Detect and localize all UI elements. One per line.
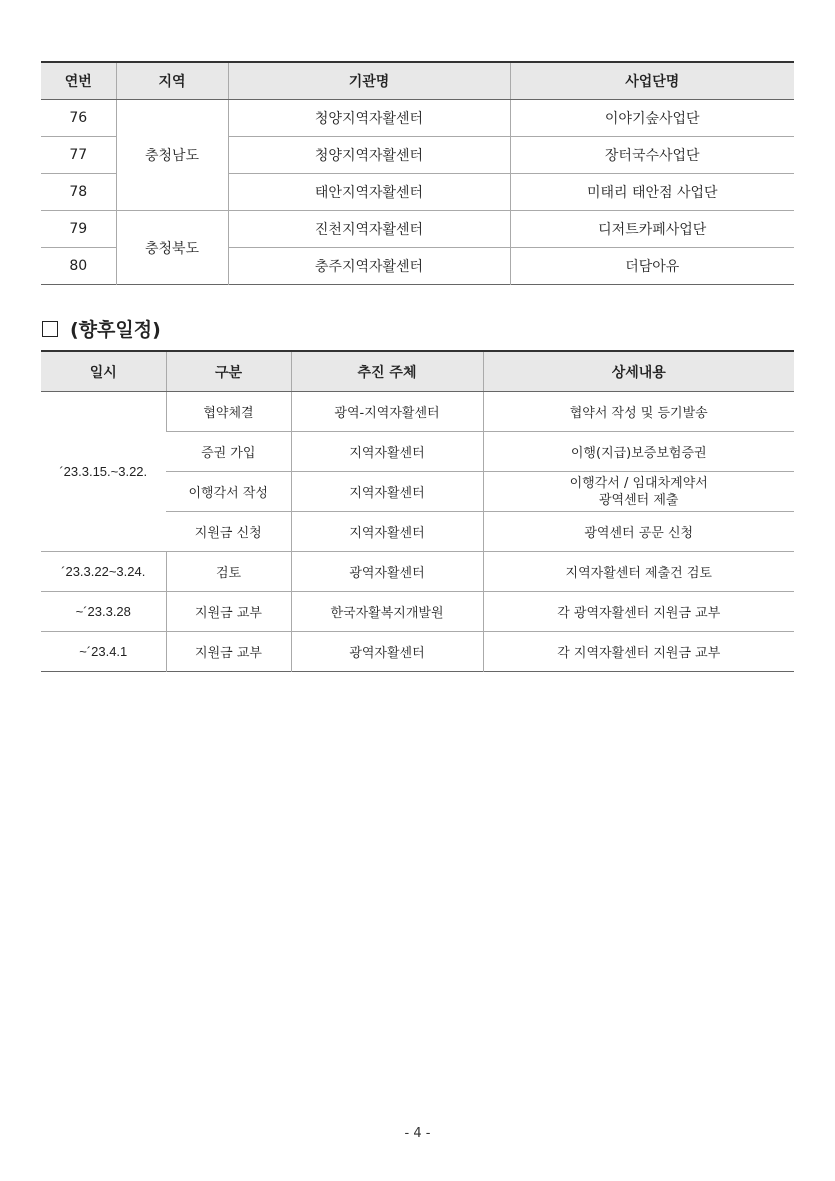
cell-detail: 이행(지급)보증보험증권 [483,432,794,472]
cell-org: 태안지역자활센터 [228,174,510,211]
col-header-no: 연번 [41,62,116,100]
col-header-agent: 추진 주체 [291,351,483,392]
cell-agent: 광역-지역자활센터 [291,392,483,432]
table-row [41,552,794,592]
cell-detail: 각 지역자활센터 지원금 교부 [483,632,794,672]
cell-no: 80 [41,248,116,285]
cell-date: ~´23.4.1 [41,632,166,672]
col-header-project: 사업단명 [510,62,794,100]
cell-agent: 광역자활센터 [291,632,483,672]
cell-org: 청양지역자활센터 [228,100,510,137]
cell-type: 검토 [166,552,291,592]
col-header-detail: 상세내용 [483,351,794,392]
cell-project: 미태리 태안점 사업단 [510,174,794,211]
schedule-table [41,350,794,672]
cell-detail-line: 이행각서 / 임대차계약서 [569,475,708,491]
cell-detail-line: 광역센터 제출 [599,492,679,508]
section-heading [42,315,161,342]
cell-agent: 광역자활센터 [291,552,483,592]
cell-agent: 지역자활센터 [291,432,483,472]
cell-project: 이야기숲사업단 [510,100,794,137]
cell-detail: 광역센터 공문 신청 [483,512,794,552]
table-header-row [41,351,794,392]
cell-agent: 지역자활센터 [291,472,483,512]
table-header-row [41,62,794,100]
cell-no: 78 [41,174,116,211]
col-header-type: 구분 [166,351,291,392]
cell-type: 지원금 교부 [166,592,291,632]
cell-project: 디저트카페사업단 [510,211,794,248]
cell-detail: 지역자활센터 제출건 검토 [483,552,794,592]
table-row [41,211,794,248]
cell-detail [483,472,794,512]
institution-table [41,61,794,285]
cell-no: 79 [41,211,116,248]
cell-type: 협약체결 [166,392,291,432]
table-row [41,100,794,137]
cell-type: 이행각서 작성 [166,472,291,512]
cell-date: ~´23.3.28 [41,592,166,632]
cell-date: ´23.3.15.~3.22. [41,392,166,552]
checkbox-icon [42,321,58,337]
cell-type: 증권 가입 [166,432,291,472]
cell-no: 77 [41,137,116,174]
cell-agent: 한국자활복지개발원 [291,592,483,632]
cell-date: ´23.3.22~3.24. [41,552,166,592]
cell-org: 청양지역자활센터 [228,137,510,174]
page-number: - 4 - [404,1126,431,1141]
col-header-region: 지역 [116,62,228,100]
cell-no: 76 [41,100,116,137]
cell-type: 지원금 신청 [166,512,291,552]
cell-detail: 각 광역자활센터 지원금 교부 [483,592,794,632]
table-row [41,632,794,672]
cell-type: 지원금 교부 [166,632,291,672]
cell-org: 충주지역자활센터 [228,248,510,285]
col-header-org: 기관명 [228,62,510,100]
cell-project: 장터국수사업단 [510,137,794,174]
col-header-date: 일시 [41,351,166,392]
cell-project: 더담아유 [510,248,794,285]
cell-org: 진천지역자활센터 [228,211,510,248]
cell-detail: 협약서 작성 및 등기발송 [483,392,794,432]
section-title: (향후일정) [70,319,161,341]
cell-region: 충청북도 [116,211,228,285]
cell-agent: 지역자활센터 [291,512,483,552]
cell-region: 충청남도 [116,100,228,211]
table-row [41,592,794,632]
table-row [41,392,794,432]
